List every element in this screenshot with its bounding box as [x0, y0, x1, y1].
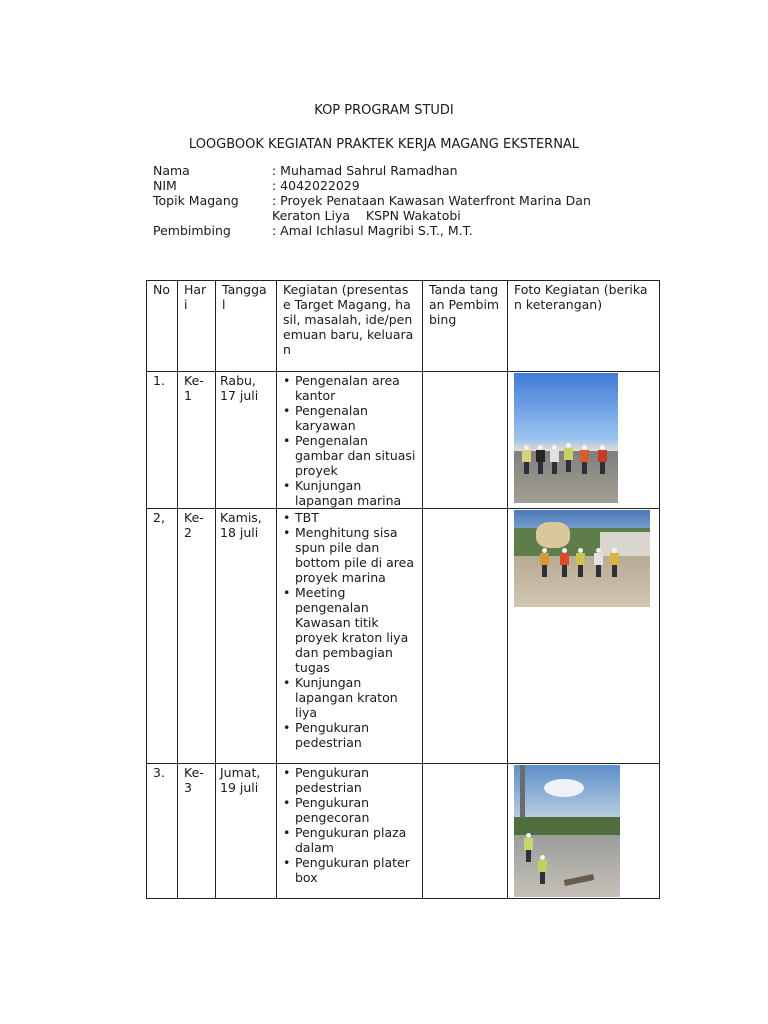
info-value: : Amal Ichlasul Magribi S.T., M.T. [272, 223, 473, 238]
cell-tanggal: Kamis, 18 juli [216, 509, 277, 764]
header-tanda-tangan: Tanda tangan Pembimbing [423, 281, 508, 372]
cell-no: 3. [147, 764, 178, 899]
logbook-table [146, 280, 660, 899]
activity-photo-1 [514, 373, 618, 503]
cell-kegiatan [277, 372, 423, 509]
header-kegiatan: Kegiatan (presentase Target Magang, hasil, masalah, ide/penemuan baru, keluaran [277, 281, 423, 372]
activity-item: • Meeting pengenalan Kawasan titik proyek kraton liya dan pembagian tugas [295, 585, 416, 675]
activity-item: • Pengukuran pengecoran [295, 795, 416, 825]
cell-hari: Ke-3 [178, 764, 216, 899]
info-value: : 4042022029 [272, 178, 360, 193]
cell-signature [423, 372, 508, 509]
cell-photo [508, 764, 660, 899]
header-hari: Hari [178, 281, 216, 372]
header-no: No [147, 281, 178, 372]
activity-item: • Pengenalan karyawan [295, 403, 416, 433]
header-foto: Foto Kegiatan (berikan keterangan) [508, 281, 660, 372]
info-label: Topik Magang [153, 193, 239, 208]
info-value: : Muhamad Sahrul Ramadhan [272, 163, 458, 178]
activity-item: • Kunjungan lapangan marina [295, 478, 416, 508]
table-row [147, 372, 660, 509]
cell-photo [508, 372, 660, 509]
cell-tanggal: Rabu, 17 juli [216, 372, 277, 509]
info-label: NIM [153, 178, 177, 193]
activity-item: • Kunjungan lapangan kraton liya [295, 675, 416, 720]
cell-no: 2, [147, 509, 178, 764]
activity-item: • Pengukuran pedestrian [295, 765, 416, 795]
table-header-row [147, 281, 660, 372]
info-value-line: Keraton Liya KSPN Wakatobi [272, 208, 461, 223]
info-label: Nama [153, 163, 190, 178]
activity-item: • TBT [295, 510, 416, 525]
info-row-pembimbing [153, 223, 612, 238]
cell-signature [423, 509, 508, 764]
activity-item: • Pengenalan area kantor [295, 373, 416, 403]
header-tanggal: Tanggal [216, 281, 277, 372]
info-row-nim [153, 178, 612, 193]
cell-kegiatan [277, 509, 423, 764]
document-title: LOOGBOOK KEGIATAN PRAKTEK KERJA MAGANG EKSTERNAL [188, 137, 580, 152]
info-row-nama [153, 163, 612, 178]
info-value-line: : Proyek Penataan Kawasan Waterfront Marina Dan [272, 193, 591, 208]
activity-photo-2 [514, 510, 650, 607]
table-row [147, 509, 660, 764]
activity-item: • Pengukuran plater box [295, 855, 416, 885]
cell-signature [423, 764, 508, 899]
cell-no: 1. [147, 372, 178, 509]
info-row-topik [153, 193, 612, 223]
cell-photo [508, 509, 660, 764]
activity-item: • Pengukuran plaza dalam [295, 825, 416, 855]
cell-kegiatan [277, 764, 423, 899]
table-row [147, 764, 660, 899]
info-label: Pembimbing [153, 223, 231, 238]
student-info [153, 163, 612, 238]
info-value [272, 193, 612, 223]
activity-item: • Pengukuran pedestrian [295, 720, 416, 750]
activity-item: • Menghitung sisa spun pile dan bottom pile di area proyek marina [295, 525, 416, 585]
cell-hari: Ke-1 [178, 372, 216, 509]
kop-program-studi: KOP PROGRAM STUDI [314, 103, 454, 118]
activity-photo-3 [514, 765, 620, 897]
cell-hari: Ke-2 [178, 509, 216, 764]
activity-item: • Pengenalan gambar dan situasi proyek [295, 433, 416, 478]
cell-tanggal: Jumat, 19 juli [216, 764, 277, 899]
